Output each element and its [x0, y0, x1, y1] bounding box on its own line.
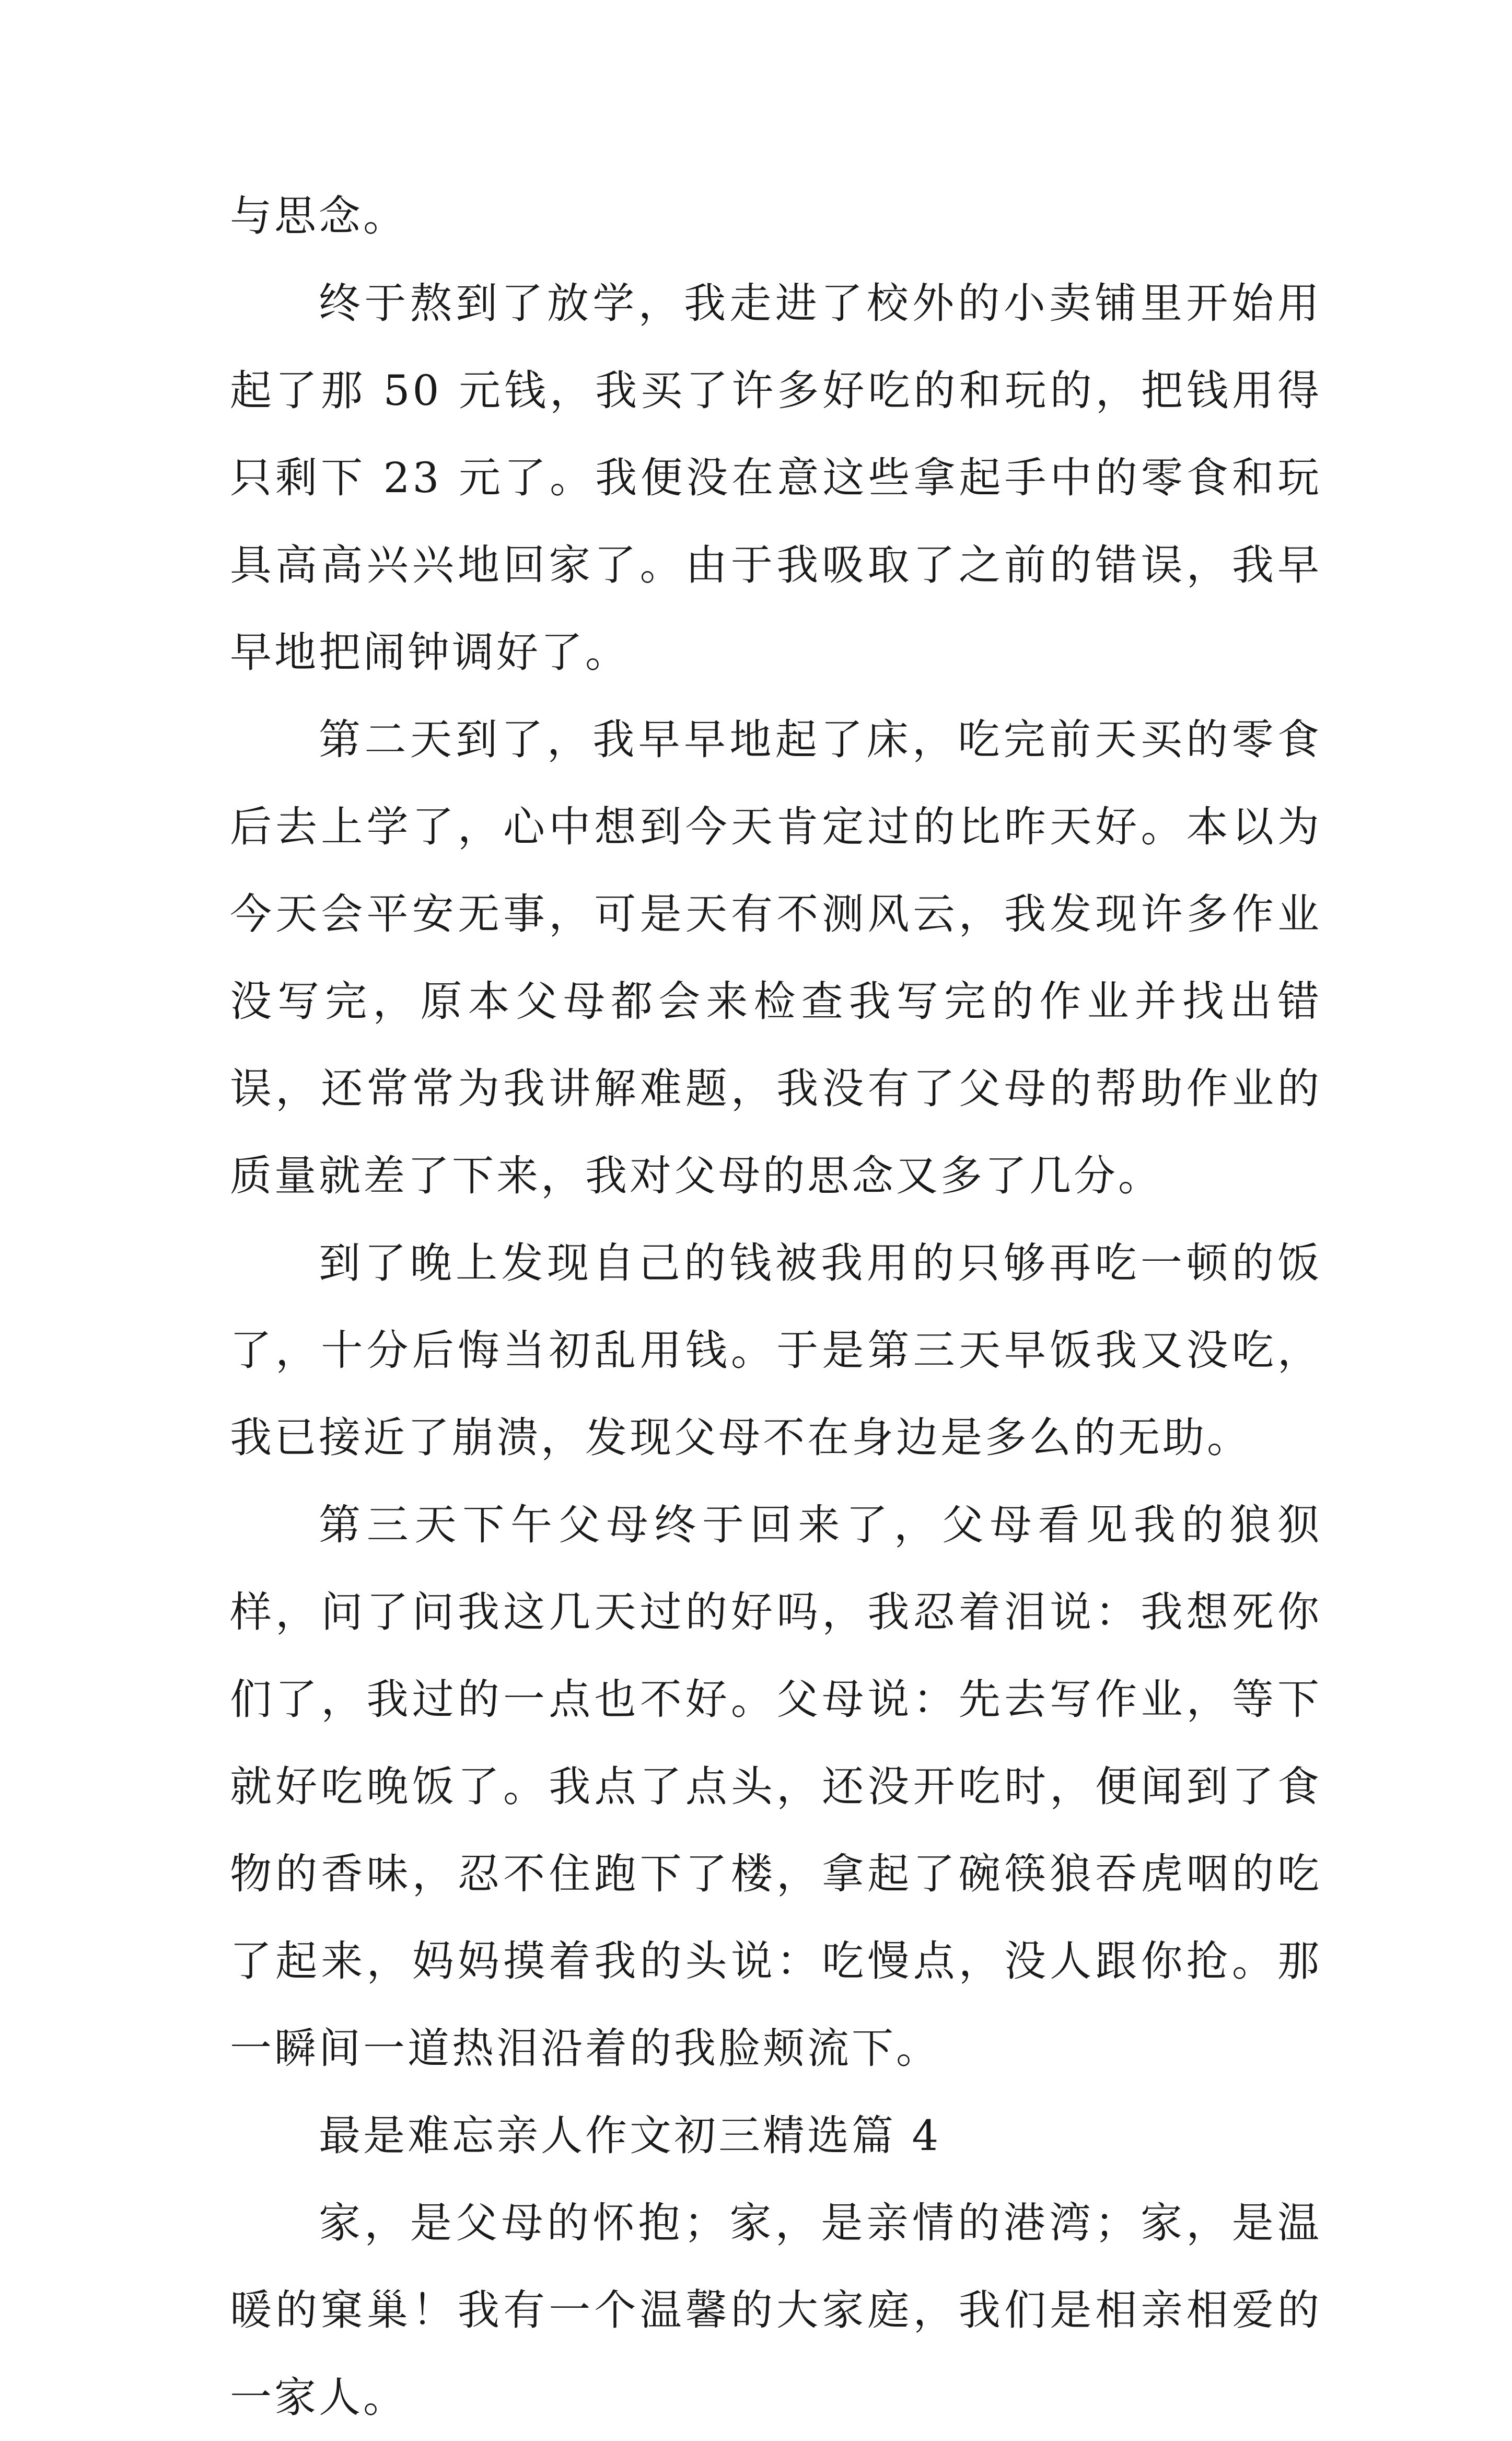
paragraph-after-school: 终于熬到了放学，我走进了校外的小卖铺里开始用起了那 50 元钱，我买了许多好吃的和玩的，把钱用得只剩下 23 元了。我便没在意这些拿起手中的零食和玩具高高兴兴地回家了。由于我吸取了之前的错误，我早早地把闹钟调好了。	[230, 279, 1322, 677]
article-body	[230, 172, 1322, 2441]
paragraph-second-day: 第二天到了，我早早地起了床，吃完前天买的零食后去上学了，心中想到今天肯定过的比昨天好。本以为今天会平安无事，可是天有不测风云，我发现许多作业没写完，原本父母都会来检查我写完的作业并找出错误，还常常为我讲解难题，我没有了父母的帮助作业的质量就差了下来，我对父母的思念又多了几分。	[230, 715, 1322, 1200]
paragraph-evening: 到了晚上发现自己的钱被我用的只够再吃一顿的饭了，十分后悔当初乱用钱。于是第三天早饭我又没吃，我已接近了崩溃，发现父母不在身边是多么的无助。	[230, 1239, 1322, 1462]
section-heading: 最是难忘亲人作文初三精选篇 4	[319, 2111, 941, 2160]
paragraph-continuation: 与思念。	[230, 192, 408, 240]
paragraph-parents-return: 第三天下午父母终于回来了，父母看见我的狼狈样，问了问我这几天过的好吗，我忍着泪说：我想死你们了，我过的一点也不好。父母说：先去写作业，等下就好吃晚饭了。我点了点头，还没开吃时，便闻到了食物的香味，忍不住跑下了楼，拿起了碗筷狼吞虎咽的吃了起来，妈妈摸着我的头说：吃慢点，没人跟你抢。那一瞬间一道热泪沿着的我脸颊流下。	[230, 1501, 1322, 2073]
paragraph-home: 家，是父母的怀抱；家，是亲情的港湾；家，是温暖的窠巢！我有一个温馨的大家庭，我们是相亲相爱的一家人。	[230, 2199, 1322, 2422]
